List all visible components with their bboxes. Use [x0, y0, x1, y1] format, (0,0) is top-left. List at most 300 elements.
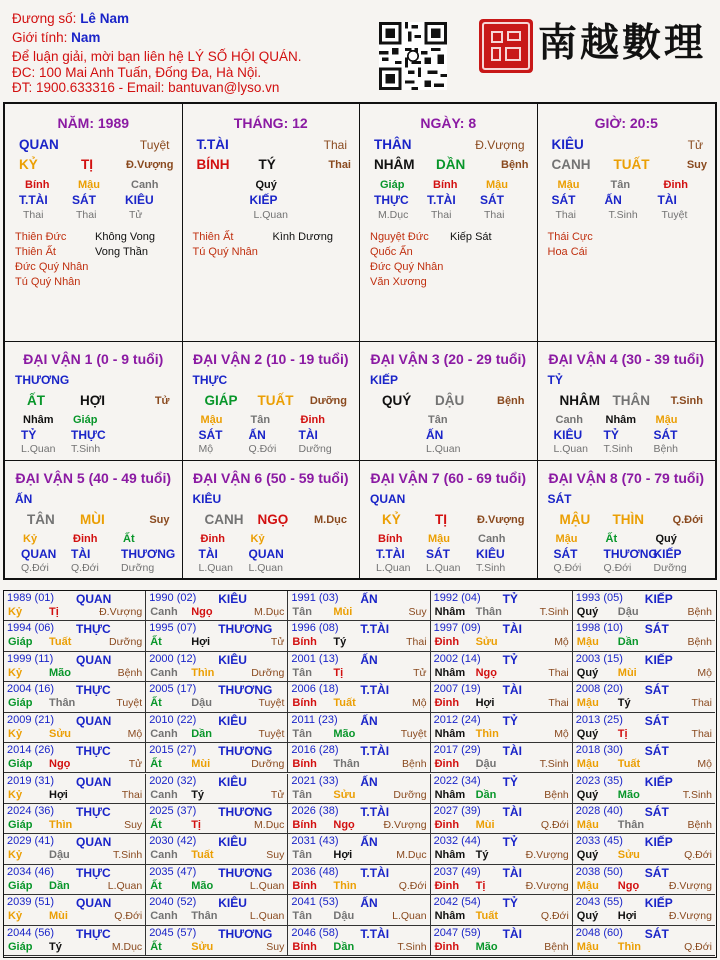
year-branch: Ngọ: [191, 606, 213, 618]
inauspicious-star: Kiếp Sát: [450, 231, 492, 243]
auspicious-star: Tú Quý Nhân: [192, 246, 258, 258]
hidden-ten-god: TỶ: [21, 428, 37, 442]
year-status: Thai: [121, 788, 143, 801]
year-branch: Thìn: [49, 818, 73, 831]
year-cell: [573, 713, 715, 743]
dai-van-stem: QUÝ: [382, 393, 412, 408]
hidden-ten-god: KIÊU: [553, 428, 583, 442]
year-label: 2005 (17): [149, 683, 197, 696]
year-cell: [4, 713, 146, 743]
year-label: 2019 (31): [7, 774, 55, 787]
year-cell: [573, 621, 715, 651]
owner-line: [12, 11, 129, 27]
hidden-stem: Ất: [605, 533, 618, 545]
hidden-ten-god: TÀI: [657, 193, 677, 207]
auspicious-star: Hoa Cái: [547, 246, 588, 258]
year-ten-god: THỰC: [76, 683, 111, 698]
year-cell: [288, 652, 430, 682]
year-ten-god: QUAN: [76, 774, 112, 789]
hidden-ten-god: SÁT: [551, 193, 576, 207]
year-stem: Đinh: [434, 636, 460, 649]
year-branch: Dần: [475, 788, 497, 801]
pillar-stem: KỶ: [19, 157, 38, 172]
year-branch: Mùi: [617, 666, 637, 679]
year-stem: Đinh: [434, 758, 460, 771]
hidden-ten-god: THƯƠNG: [603, 547, 658, 561]
hidden-ten-god: T.TÀI: [376, 547, 405, 561]
year-ten-god: SÁT: [644, 744, 669, 759]
year-status: Thai: [406, 636, 427, 649]
year-cell: [573, 774, 715, 804]
year-status: L.Quan: [249, 910, 285, 923]
year-ten-god: KIÊU: [218, 835, 247, 850]
year-stem: Ất: [150, 636, 162, 649]
pillar-god-status: Tử: [687, 138, 703, 152]
year-ten-god: QUAN: [76, 835, 112, 850]
year-stem: Đinh: [434, 818, 460, 831]
year-label: 2007 (19): [433, 683, 481, 696]
contact-invite: Để luận giải, mời bạn liên hệ LÝ SỐ HỘI QUÁN.: [12, 49, 302, 64]
year-status: Dưỡng: [251, 758, 285, 771]
year-cell: [146, 591, 288, 621]
dai-van-title: ĐẠI VẬN 8 (70 - 79 tuổi): [548, 470, 705, 486]
dai-van-branch: TUẤT: [257, 393, 294, 408]
year-branch: Dậu: [191, 697, 212, 710]
dai-van-cell: [538, 342, 716, 461]
year-branch: Dậu: [475, 758, 497, 771]
year-branch: Thân: [49, 697, 76, 710]
pillar-cell: [5, 104, 183, 342]
year-cell: [573, 743, 715, 773]
pillar-stem: CANH: [551, 157, 591, 172]
year-label: 2014 (26): [7, 744, 55, 757]
year-branch: Thân: [475, 606, 502, 618]
year-cell: [288, 713, 430, 743]
hidden-status: L.Quan: [198, 562, 233, 574]
hidden-ten-god: THỰC: [374, 193, 409, 207]
year-cell: [4, 865, 146, 895]
year-cell: [4, 834, 146, 864]
year-ten-god: QUAN: [76, 713, 112, 728]
year-ten-god: TÀI: [502, 804, 522, 819]
dai-van-status: Tử: [154, 395, 170, 407]
year-branch: Dậu: [49, 849, 70, 862]
dai-van-cell: [5, 342, 183, 461]
year-branch: Dần: [49, 879, 70, 892]
year-stem: Giáp: [8, 636, 33, 649]
year-status: M.Dục: [254, 606, 285, 618]
year-status: Tử: [270, 788, 285, 801]
hidden-status: Mộ: [198, 443, 214, 455]
year-ten-god: ẤN: [360, 774, 378, 789]
pillar-branch: DẦN: [436, 157, 466, 172]
auspicious-star: Đức Quý Nhân: [370, 261, 444, 273]
year-status: Thai: [691, 727, 712, 740]
dai-van-title: ĐẠI VẬN 5 (40 - 49 tuổi): [15, 470, 172, 486]
year-status: Tuyệt: [258, 697, 285, 710]
year-label: 2035 (47): [149, 865, 197, 878]
dai-van-stem: MẬU: [559, 512, 591, 527]
auspicious-star: Thiên Đức: [15, 231, 67, 243]
year-status: Bệnh: [687, 606, 712, 618]
year-branch: Mão: [49, 666, 71, 679]
year-label: 2029 (41): [7, 835, 55, 848]
year-stem: Ất: [150, 697, 162, 710]
dai-van-ten-god: TỶ: [547, 373, 563, 387]
dai-van-title: ĐẠI VẬN 6 (50 - 59 tuổi): [192, 470, 349, 486]
year-cell: [431, 682, 573, 712]
year-cell: [573, 865, 715, 895]
year-cell: [4, 804, 146, 834]
auspicious-star: Văn Xương: [370, 276, 427, 288]
pillar-cell: [538, 104, 716, 342]
year-branch: Thân: [333, 758, 360, 771]
year-stem: Nhâm: [434, 788, 466, 801]
year-ten-god: THƯƠNG: [218, 622, 273, 637]
pillar-stem: NHÂM: [374, 157, 415, 172]
hidden-status: M.Dục: [378, 209, 409, 221]
year-stem: Bính: [292, 940, 317, 953]
dai-van-ten-god: ẤN: [15, 492, 33, 506]
year-label: 2045 (57): [149, 926, 197, 939]
year-status: Q.Đới: [684, 849, 712, 862]
year-cell: [146, 652, 288, 682]
year-status: Đ.Vượng: [668, 910, 712, 923]
year-label: 2010 (22): [149, 713, 197, 726]
hidden-status: Tuyệt: [661, 209, 688, 221]
hidden-stem: Kỷ: [250, 533, 265, 545]
hidden-status: L.Quan: [553, 443, 588, 455]
year-label: 2012 (24): [433, 713, 481, 726]
hidden-stem: Kỷ: [23, 533, 38, 545]
year-cell: [288, 804, 430, 834]
year-cell: [573, 804, 715, 834]
hidden-status: L.Quan: [426, 443, 461, 455]
year-ten-god: KIÊU: [218, 652, 247, 667]
year-cell: [146, 926, 288, 956]
year-label: 2032 (44): [433, 835, 481, 848]
year-stem: Kỷ: [8, 606, 23, 618]
pillar-title: GIỜ: 20:5: [594, 115, 658, 131]
year-ten-god: KIÊU: [218, 713, 247, 728]
year-status: Tuyệt: [400, 727, 427, 740]
year-stem: Quý: [576, 666, 599, 679]
year-ten-god: SÁT: [644, 804, 669, 819]
dai-van-title: ĐẠI VẬN 7 (60 - 69 tuổi): [370, 470, 527, 486]
year-branch: Sửu: [617, 849, 640, 862]
hidden-stem: Đinh: [73, 533, 98, 545]
hidden-ten-god: ẤN: [426, 428, 444, 442]
year-cell: [431, 926, 573, 956]
year-status: Đ.Vượng: [383, 818, 427, 831]
pillar-status: Suy: [686, 159, 707, 171]
hidden-stem: Giáp: [380, 179, 405, 191]
year-cell: [431, 774, 573, 804]
hidden-stem: Mậu: [486, 179, 508, 191]
hidden-ten-god: SÁT: [480, 193, 504, 207]
hidden-status: T.Sinh: [71, 443, 101, 455]
pillar-ten-god: T.TÀI: [196, 137, 229, 152]
dai-van-ten-god: THỰC: [192, 373, 228, 387]
year-label: 2030 (42): [149, 835, 197, 848]
hidden-ten-god: SÁT: [426, 547, 450, 561]
year-stem: Kỷ: [8, 666, 23, 679]
hidden-stem: Quý: [655, 533, 677, 545]
year-stem: Mậu: [576, 940, 599, 953]
year-label: 1997 (09): [433, 622, 481, 635]
year-branch: Hợi: [191, 636, 211, 649]
year-cell: [431, 591, 573, 621]
auspicious-star: Thiên Ất: [15, 246, 56, 258]
hidden-status: L.Quan: [248, 562, 283, 574]
year-status: Tuyệt: [258, 727, 285, 740]
year-ten-god: TỶ: [502, 774, 518, 789]
year-label: 1994 (06): [7, 622, 55, 635]
year-label: 2008 (20): [575, 683, 623, 696]
year-ten-god: THƯƠNG: [218, 926, 273, 941]
dai-van-stem: KỶ: [382, 512, 401, 527]
pillar-ten-god: KIÊU: [551, 137, 584, 152]
dai-van-stem: CANH: [204, 512, 244, 527]
year-status: T.Sinh: [397, 940, 427, 953]
year-ten-god: SÁT: [644, 865, 669, 880]
dai-van-status: Bệnh: [497, 395, 525, 407]
year-branch: Thân: [617, 818, 645, 831]
year-branch: Mão: [333, 727, 356, 740]
year-cell: [146, 804, 288, 834]
year-cell: [573, 652, 715, 682]
year-label: 2031 (43): [291, 835, 339, 848]
inauspicious-star: Không Vong: [95, 231, 155, 243]
year-label: 2006 (18): [291, 683, 339, 696]
year-label: 2027 (39): [433, 804, 481, 817]
dai-van-ten-god: SÁT: [547, 492, 572, 506]
year-status: Thai: [548, 666, 569, 679]
year-status: Mộ: [411, 697, 427, 710]
dai-van-branch: THÌN: [612, 512, 644, 527]
year-branch: Sửu: [49, 727, 72, 740]
year-branch: Thìn: [475, 727, 499, 740]
year-ten-god: TÀI: [502, 683, 522, 698]
year-branch: Ngọ: [617, 879, 640, 892]
dai-van-title: ĐẠI VẬN 2 (10 - 19 tuổi): [192, 351, 349, 367]
hidden-ten-god: QUAN: [21, 547, 57, 561]
year-status: Mộ: [127, 727, 143, 740]
year-cell: [288, 895, 430, 925]
pillar-god-status: Thai: [323, 138, 347, 152]
hidden-status: L.Quan: [253, 209, 288, 221]
pillar-cell: [360, 104, 538, 342]
year-status: Tuyệt: [116, 697, 143, 710]
dai-van-status: Dưỡng: [309, 395, 347, 407]
year-label: 2015 (27): [149, 744, 197, 757]
hidden-stem: Mậu: [78, 179, 100, 191]
year-ten-god: ẤN: [360, 713, 378, 728]
year-stem: Tân: [292, 727, 312, 740]
year-branch: Hợi: [49, 788, 68, 801]
year-ten-god: THỰC: [76, 804, 111, 819]
gender-line: [12, 30, 100, 46]
hidden-status: L.Quan: [21, 443, 56, 455]
year-stem: Quý: [576, 727, 599, 740]
year-cell: [573, 926, 715, 956]
year-stem: Mậu: [576, 697, 599, 710]
year-ten-god: THỰC: [76, 926, 111, 941]
year-status: Dưỡng: [251, 666, 285, 679]
year-cell: [431, 652, 573, 682]
year-branch: Mùi: [333, 606, 353, 618]
hidden-status: Thai: [555, 209, 576, 221]
year-ten-god: T.TÀI: [360, 804, 390, 819]
year-stem: Nhâm: [434, 910, 466, 923]
year-status: Suy: [266, 849, 285, 862]
year-ten-god: TÀI: [502, 744, 522, 759]
year-branch: Tuất: [333, 697, 356, 710]
year-stem: Canh: [150, 727, 178, 740]
year-label: 1995 (07): [149, 622, 197, 635]
qr-code-icon: [379, 22, 447, 90]
year-cell: [4, 591, 146, 621]
hidden-ten-god: T.TÀI: [427, 193, 456, 207]
contact-address: ĐC: 100 Mai Anh Tuấn, Đống Đa, Hà Nội.: [12, 65, 262, 80]
pillar-god-status: Đ.Vượng: [475, 138, 525, 152]
gender-label: Giới tính:: [12, 30, 68, 45]
year-status: L.Quan: [392, 910, 427, 923]
pillar-god-status: Tuyệt: [139, 138, 170, 152]
year-status: Thai: [548, 697, 569, 710]
year-branch: Tý: [333, 636, 347, 649]
hidden-ten-god: QUAN: [248, 547, 284, 561]
year-branch: Hợi: [475, 697, 495, 710]
pillar-cell: [183, 104, 361, 342]
year-branch: Thìn: [333, 879, 357, 892]
year-label: 2047 (59): [433, 926, 481, 939]
dai-van-ten-god: THƯƠNG: [15, 373, 70, 387]
year-stem: Canh: [150, 788, 178, 801]
year-cell: [146, 895, 288, 925]
year-status: Bệnh: [544, 788, 569, 801]
year-branch: Tuất: [475, 910, 498, 923]
year-status: Đ.Vượng: [525, 849, 569, 862]
year-status: L.Quan: [107, 879, 143, 892]
year-cell: [146, 865, 288, 895]
dai-van-status: M.Dục: [314, 514, 347, 526]
hidden-stem: Nhâm: [605, 414, 637, 426]
hidden-status: Q.Đới: [248, 443, 277, 455]
year-label: 2040 (52): [149, 896, 197, 909]
hidden-stem: Giáp: [73, 414, 98, 426]
year-stem: Giáp: [8, 758, 33, 771]
hidden-stem: Tân: [610, 179, 631, 191]
year-ten-god: KIẾP: [644, 652, 673, 667]
year-label: 2037 (49): [433, 865, 481, 878]
hidden-ten-god: TÀI: [71, 547, 91, 561]
year-stem: Giáp: [8, 697, 33, 710]
year-branch: Hợi: [617, 910, 637, 923]
year-stem: Quý: [576, 849, 599, 862]
hidden-ten-god: THỰC: [71, 428, 106, 442]
pillar-status: Thai: [328, 159, 351, 171]
year-ten-god: ẤN: [360, 896, 378, 911]
year-cell: [288, 621, 430, 651]
hidden-stem: Mậu: [655, 414, 678, 426]
year-stem: Kỷ: [8, 849, 23, 862]
year-label: 1989 (01): [7, 592, 55, 604]
hidden-stem: Tân: [428, 414, 448, 426]
year-branch: Thìn: [617, 940, 642, 953]
year-stem: Mậu: [576, 758, 599, 771]
year-stem: Nhâm: [434, 849, 466, 862]
year-label: 2009 (21): [7, 713, 55, 726]
year-stem: Canh: [150, 666, 178, 679]
year-cell: [288, 834, 430, 864]
year-branch: Dần: [617, 636, 639, 649]
year-branch: Thìn: [191, 666, 215, 679]
year-cell: [288, 926, 430, 956]
hidden-stem: Đinh: [200, 533, 225, 545]
hidden-status: Dưỡng: [298, 443, 332, 455]
year-branch: Ngọ: [49, 758, 71, 771]
hidden-status: L.Quan: [376, 562, 411, 574]
dai-van-stem: NHÂM: [559, 393, 600, 408]
dai-van-cell: [183, 342, 361, 461]
year-ten-god: ẤN: [360, 652, 378, 667]
year-branch: Tuất: [49, 636, 72, 649]
year-label: 2025 (37): [149, 804, 197, 817]
dai-van-status: Suy: [149, 514, 170, 526]
year-status: Q.Đới: [398, 879, 427, 892]
year-label: 2002 (14): [433, 652, 481, 665]
year-ten-god: THỰC: [76, 622, 111, 637]
pillar-branch: TỊ: [81, 157, 93, 172]
pillar-stem: BÍNH: [196, 157, 230, 172]
year-branch: Tuất: [617, 758, 641, 771]
year-cell: [431, 743, 573, 773]
pillar-ten-god: THÂN: [374, 137, 412, 152]
year-cell: [146, 834, 288, 864]
year-cell: [4, 774, 146, 804]
hidden-stem: Ất: [123, 533, 135, 545]
year-stem: Nhâm: [434, 666, 466, 679]
year-cell: [4, 652, 146, 682]
year-label: 2001 (13): [291, 652, 339, 665]
hidden-stem: Mậu: [557, 179, 580, 191]
inauspicious-star: Kình Dương: [272, 231, 333, 243]
year-status: Q.Đới: [540, 910, 569, 923]
year-ten-god: THỰC: [76, 865, 111, 880]
year-branch: Tị: [333, 666, 344, 679]
hidden-status: Dưỡng: [653, 562, 687, 574]
year-stem: Ất: [150, 758, 162, 771]
year-ten-god: SÁT: [644, 713, 669, 728]
year-status: Q.Đới: [114, 910, 143, 923]
year-stem: Bính: [292, 818, 317, 831]
auspicious-star: Thái Cực: [547, 231, 593, 243]
dai-van-stem: TÂN: [27, 512, 55, 527]
year-ten-god: SÁT: [644, 926, 669, 941]
pillar-title: THÁNG: 12: [233, 115, 308, 131]
year-stem: Ất: [150, 818, 162, 831]
year-cell: [431, 621, 573, 651]
year-status: Mộ: [697, 758, 712, 771]
year-label: 2048 (60): [575, 926, 623, 939]
hidden-stem: Canh: [555, 414, 583, 426]
dai-van-cell: [360, 342, 538, 461]
year-label: 2020 (32): [149, 774, 197, 787]
hidden-ten-god: ẤN: [604, 193, 622, 207]
year-branch: Dần: [333, 940, 355, 953]
hidden-status: Thai: [76, 209, 97, 221]
